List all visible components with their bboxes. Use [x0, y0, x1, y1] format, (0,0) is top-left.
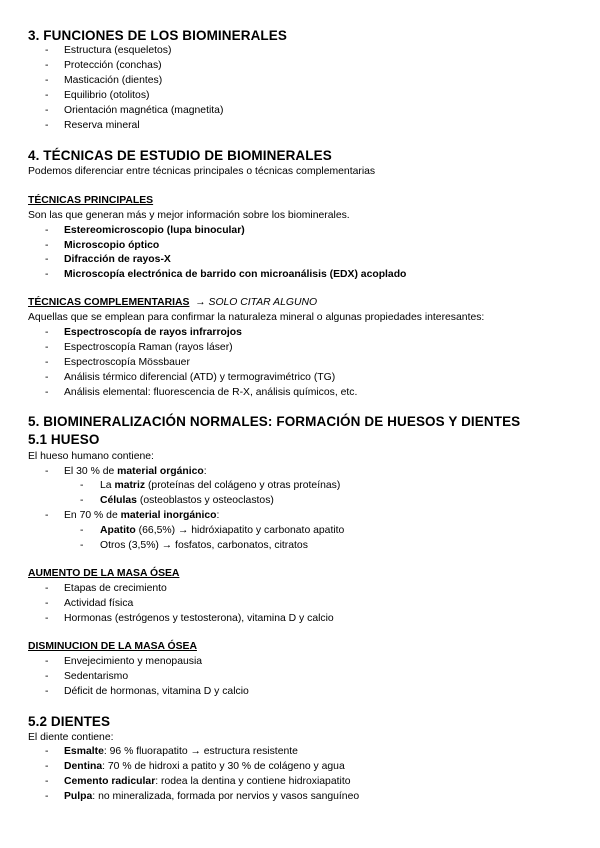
list-item: - Masticación (dientes) — [45, 75, 163, 86]
list-item: - Orientación magnética (magnetita) — [45, 105, 224, 116]
list-item: - Esmalte: 96 % fluorapatito → estructura resistente — [45, 746, 298, 757]
list-item: - Espectroscopía Mössbauer — [45, 357, 190, 368]
list-item: - Células (osteoblastos y osteoclastos) — [80, 495, 274, 506]
list-item: - Otros (3,5%) → fosfatos, carbonatos, citratos — [80, 540, 308, 551]
complementarias-note: → SOLO CITAR ALGUNO — [195, 297, 318, 308]
list-item: - Análisis elemental: fluorescencia de R-X, análisis químicos, etc. — [45, 387, 358, 398]
list-item: - La matriz (proteínas del colágeno y otras proteínas) — [80, 480, 341, 491]
list-item: - Equilibrio (otolitos) — [45, 90, 150, 101]
list-item: - Estereomicroscopio (lupa binocular) — [45, 225, 245, 236]
aumento-heading: AUMENTO DE LA MASA ÓSEA — [28, 568, 180, 579]
list-item: - Apatito (66,5%) → hidróxiapatito y carbonato apatito — [80, 525, 345, 536]
list-item: - El 30 % de material orgánico: — [45, 466, 207, 477]
hueso-intro: El hueso humano contiene: — [28, 451, 154, 462]
list-item: - Cemento radicular: rodea la dentina y contiene hidroxiapatito — [45, 776, 351, 787]
list-item: - Espectroscopía de rayos infrarrojos — [45, 327, 242, 338]
list-item: - Análisis térmico diferencial (ATD) y termogravimétrico (TG) — [45, 372, 336, 383]
list-item: - Microscopio óptico — [45, 240, 160, 251]
list-item: - Espectroscopía Raman (rayos láser) — [45, 342, 233, 353]
disminucion-heading: DISMINUCION DE LA MASA ÓSEA — [28, 641, 197, 652]
section-4-intro: Podemos diferenciar entre técnicas principales o técnicas complementarias — [28, 166, 376, 177]
complementarias-heading-row — [28, 297, 317, 308]
section-5-title: 5. BIOMINERALIZACIÓN NORMALES: FORMACIÓN DE HUESOS Y DIENTES — [28, 414, 521, 429]
principales-desc: Son las que generan más y mejor información sobre los biominerales. — [28, 210, 350, 221]
dientes-title: 5.2 DIENTES — [28, 714, 111, 729]
complementarias-heading: TÉCNICAS COMPLEMENTARIAS — [28, 297, 190, 308]
list-item: - Etapas de crecimiento — [45, 583, 167, 594]
list-item: - Protección (conchas) — [45, 60, 162, 71]
list-item: - Estructura (esqueletos) — [45, 45, 172, 56]
list-item: - Actividad física — [45, 598, 134, 609]
section-3-title: 3. FUNCIONES DE LOS BIOMINERALES — [28, 28, 287, 43]
list-item: - Hormonas (estrógenos y testosterona), vitamina D y calcio — [45, 613, 334, 624]
list-item: - Difracción de rayos-X — [45, 254, 171, 265]
hueso-title: 5.1 HUESO — [28, 432, 100, 447]
list-item: - Microscopía electrónica de barrido con microanálisis (EDX) acoplado — [45, 269, 407, 280]
list-item: - En 70 % de material inorgánico: — [45, 510, 220, 521]
list-item: - Reserva mineral — [45, 120, 140, 131]
principales-heading: TÉCNICAS PRINCIPALES — [28, 195, 154, 206]
list-item: - Déficit de hormonas, vitamina D y calcio — [45, 686, 249, 697]
dientes-intro: El diente contiene: — [28, 732, 114, 743]
list-item: - Sedentarismo — [45, 671, 129, 682]
section-4-title: 4. TÉCNICAS DE ESTUDIO DE BIOMINERALES — [28, 148, 332, 163]
list-item: - Pulpa: no mineralizada, formada por nervios y vasos sanguíneo — [45, 791, 360, 802]
list-item: - Dentina: 70 % de hidroxi a patito y 30 % de colágeno y agua — [45, 761, 345, 772]
list-item: - Envejecimiento y menopausia — [45, 656, 203, 667]
complementarias-desc: Aquellas que se emplean para confirmar la naturaleza mineral o algunas propiedades interesantes: — [28, 312, 485, 323]
